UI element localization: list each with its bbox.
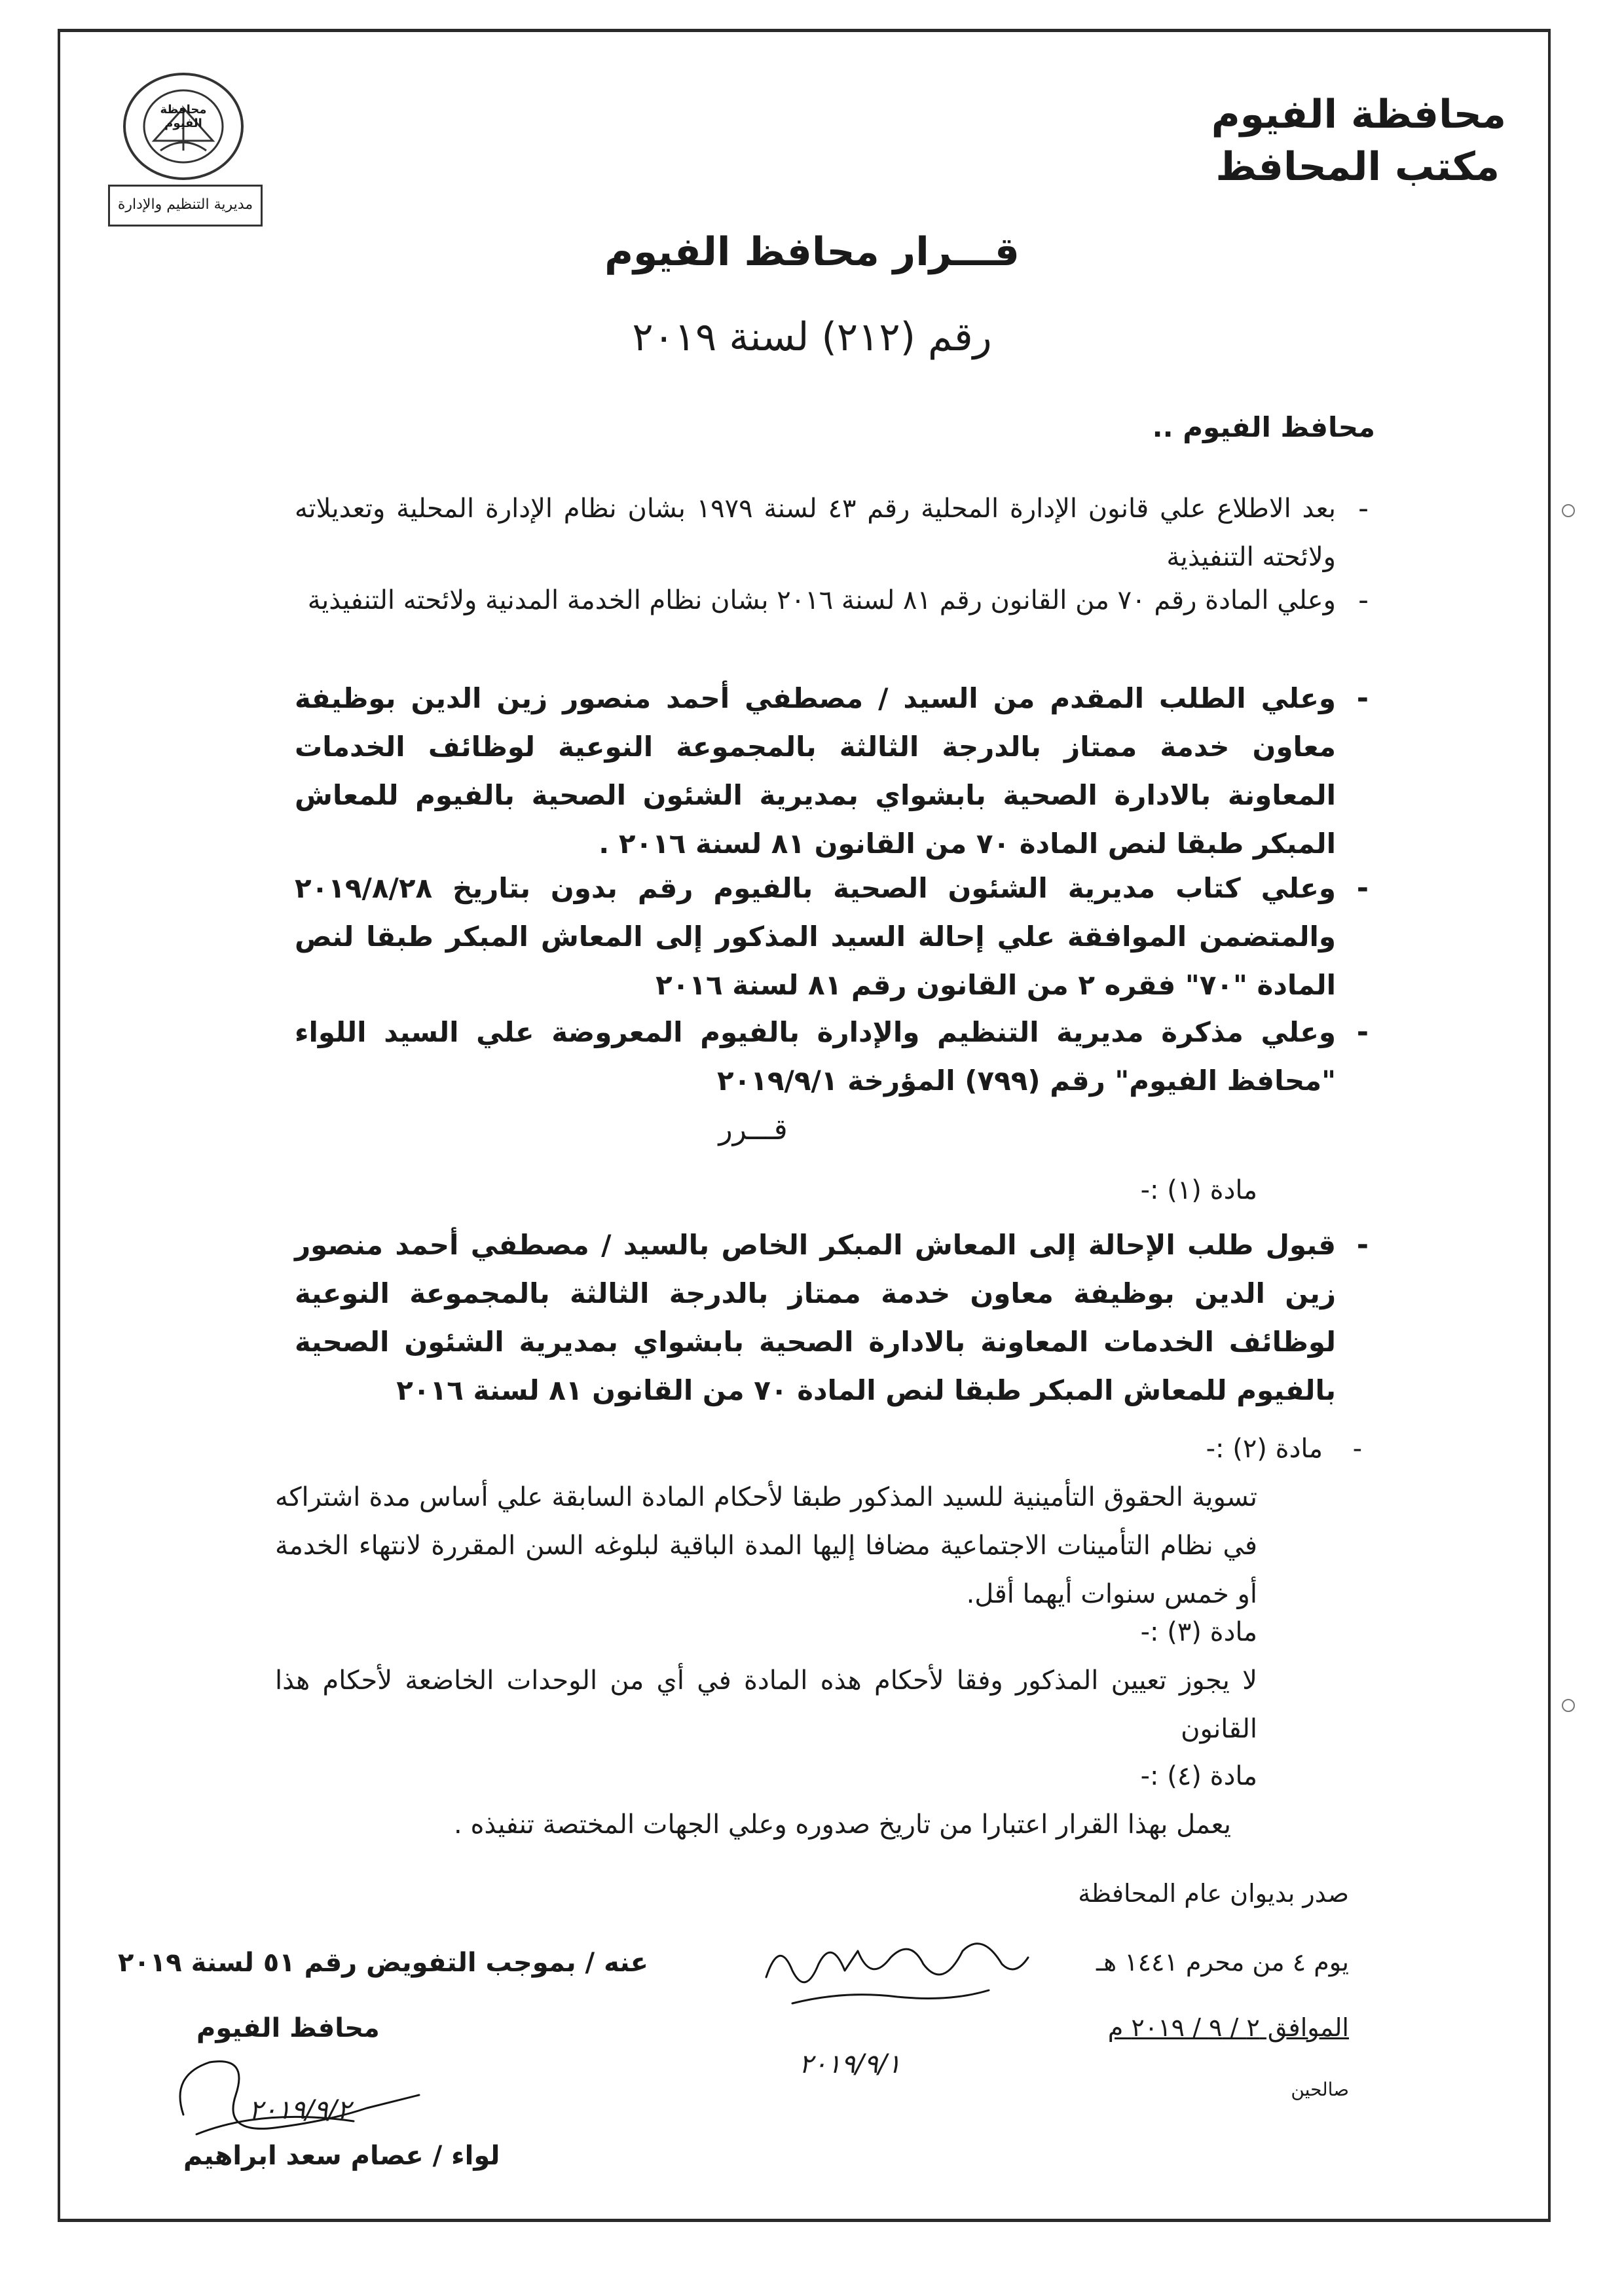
article-body: تسوية الحقوق التأمينية للسيد المذكور طبقا لأحكام المادة السابقة علي أساس مدة اشتراكه في نظام التأمينات الاجتماعية مضافا إليها المدة الباقية لبلوغه السن المقررة لانتهاء الخدمة أو خمس سنوات أيهما أقل. (275, 1482, 1257, 1609)
signatory-name: لواء / عصام سعد ابراهيم (183, 2141, 500, 2171)
recital-item (295, 1008, 1369, 1105)
clerk-initials: صالحين (1291, 2079, 1349, 2100)
governor-office: مكتب المحافظ (1215, 144, 1500, 190)
recital-item (295, 864, 1369, 1010)
article-label: مادة (٢) :- - (1206, 1434, 1362, 1464)
decree-number: رقم (٢١٢) لسنة ٢٠١٩ (632, 314, 992, 360)
seal-text: محافظة الفيوم (160, 103, 207, 130)
bullet-dash-icon: - (1356, 1228, 1369, 1262)
decision-heading: قـــرر (718, 1113, 788, 1146)
recital-text: وعلي المادة رقم ٧٠ من القانون رقم ٨١ لسنة ٢٠١٦ بشان نظام الخدمة المدنية ولائحته التنفيذية (307, 585, 1336, 615)
delegation-note: عنه / بموجب التفويض رقم ٥١ لسنة ٢٠١٩ (118, 1948, 648, 1978)
governorate-name: محافظة الفيوم (1211, 92, 1506, 137)
recital-text: وعلي الطلب المقدم من السيد / مصطفي أحمد منصور زين الدين بوظيفة معاون خدمة ممتاز بالدرجة الثالثة بالمجموعة النوعية لوظائف الخدمات المعاونة بالادارة الصحية بابشواي بمديرية الشئون الصحية بالفيوم للمعاش المبكر طبقا لنص المادة ٧٠ من القانون ٨١ لسنة ٢٠١٦ . (295, 682, 1336, 860)
signatory-title: محافظ الفيوم (196, 2013, 380, 2043)
issued-at: صدر بديوان عام المحافظة (1078, 1879, 1349, 1908)
punch-hole-icon (1562, 504, 1575, 517)
handwritten-signature-icon (753, 1925, 1041, 2069)
article-label: مادة (٣) :- (1140, 1617, 1257, 1647)
article-body: - قبول طلب الإحالة إلى المعاش المبكر الخاص بالسيد / مصطفي أحمد منصور زين الدين بوظيفة معاون خدمة ممتاز بالدرجة الثالثة بالمجموعة النوعية لوظائف الخدمات المعاونة بالادارة الصحية بابشواي بمديرية الشئون الصحية بالفيوم للمعاش المبكر طبقا لنص المادة ٧٠ من القانون ٨١ لسنة ٢٠١٦ (295, 1221, 1336, 1415)
recital-item (295, 674, 1369, 868)
bullet-dash-icon: - (1358, 583, 1369, 617)
hijri-date: يوم ٤ من محرم ١٤٤١ هـ (1096, 1948, 1349, 1977)
signatory-date: ٢٠١٩/٩/٢ (249, 2095, 351, 2125)
seal-caption: مديرية التنظيم والإدارة (108, 185, 263, 227)
gregorian-date: الموافق ٢ / ٩ / ٢٠١٩ م (1107, 2013, 1349, 2042)
bullet-dash-icon: - (1356, 871, 1369, 905)
recital-text: بعد الاطلاع علي قانون الإدارة المحلية رقم ٤٣ لسنة ١٩٧٩ بشان نظام الإدارة المحلية وتعديلاته ولائحته التنفيذية (295, 494, 1336, 572)
signature-date: ٢٠١٩/٩/١ (799, 2049, 901, 2079)
bullet-dash-icon: - (1352, 1434, 1362, 1464)
bullet-dash-icon: - (1356, 1015, 1369, 1049)
recital-text: وعلي مذكرة مديرية التنظيم والإدارة بالفيوم المعروضة علي السيد اللواء "محافظ الفيوم" رقم (٧٩٩) المؤرخة ٢٠١٩/٩/١ (295, 1016, 1336, 1097)
recital-item (295, 484, 1369, 581)
bullet-dash-icon: - (1356, 682, 1369, 715)
punch-hole-icon (1562, 1699, 1575, 1712)
decree-title: قـــرار محافظ الفيوم (604, 229, 1020, 275)
article-label: مادة (١) :- (1140, 1175, 1257, 1205)
article-body: يعمل بهذا القرار اعتبارا من تاريخ صدوره وعلي الجهات المختصة تنفيذه . (454, 1810, 1231, 1840)
article-label: مادة (٤) :- (1140, 1761, 1257, 1791)
salutation: محافظ الفيوم .. (1152, 411, 1375, 443)
article-body: لا يجوز تعيين المذكور وفقا لأحكام هذه المادة في أي من الوحدات الخاضعة لأحكام هذا القانون (275, 1666, 1257, 1744)
bullet-dash-icon: - (1358, 492, 1369, 525)
recital-item (295, 576, 1369, 625)
recital-text: وعلي كتاب مديرية الشئون الصحية بالفيوم رقم بدون بتاريخ ٢٠١٩/٨/٢٨ والمتضمن الموافقة علي إحالة السيد المذكور إلى المعاش المبكر طبقا لنص المادة "٧٠" فقره ٢ من القانون رقم ٨١ لسنة ٢٠١٦ (295, 872, 1336, 1001)
